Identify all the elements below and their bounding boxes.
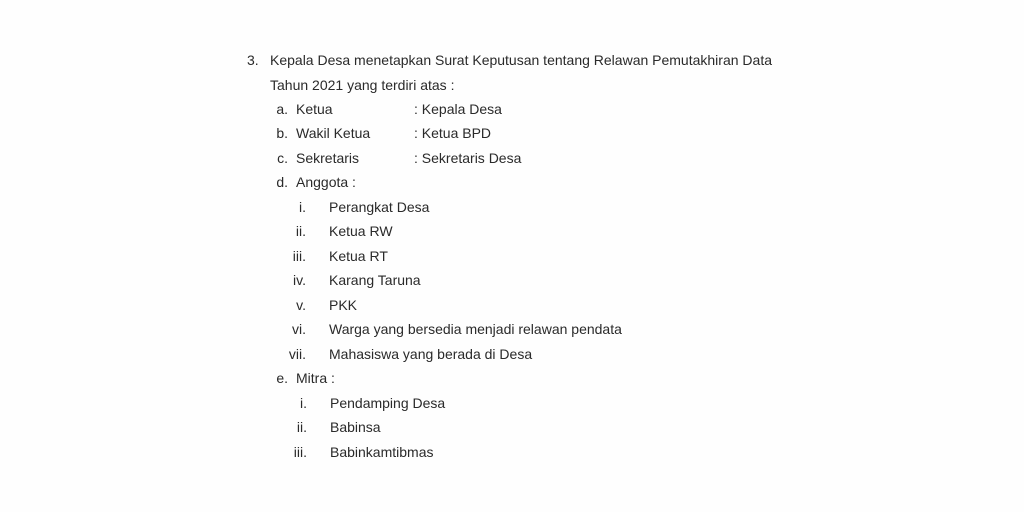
anggota-item-marker: vi. [292, 321, 306, 337]
role-value: : Ketua BPD [414, 125, 492, 141]
anggota-item-text: Mahasiswa yang berada di Desa [329, 346, 533, 362]
anggota-item-marker: vii. [288, 346, 306, 362]
role-label: Ketua [296, 101, 333, 117]
role-value: : Sekretaris Desa [414, 150, 522, 166]
mitra-item-text: Pendamping Desa [330, 395, 446, 411]
anggota-item-marker: i. [299, 199, 306, 215]
mitra-item-text: Babinkamtibmas [330, 444, 434, 460]
anggota-item-text: Perangkat Desa [329, 199, 430, 215]
anggota-item-text: Ketua RT [329, 248, 388, 264]
anggota-item-text: Karang Taruna [329, 272, 421, 288]
anggota-marker: d. [276, 174, 288, 190]
item-text-line-2: Tahun 2021 yang terdiri atas : [270, 77, 455, 93]
anggota-item-marker: iv. [293, 272, 306, 288]
role-label: Wakil Ketua [296, 125, 371, 141]
role-marker: c. [277, 150, 288, 166]
anggota-item-marker: iii. [292, 248, 306, 264]
role-marker: b. [276, 125, 288, 141]
mitra-item-marker: i. [300, 395, 307, 411]
anggota-item-text: Ketua RW [329, 223, 393, 239]
role-marker: a. [276, 101, 288, 117]
anggota-item-text: PKK [329, 297, 358, 313]
anggota-label: Anggota : [296, 174, 356, 190]
mitra-marker: e. [276, 370, 288, 386]
item-number: 3. [247, 52, 259, 68]
item-text-line-1: Kepala Desa menetapkan Surat Keputusan tentang Relawan Pemutakhiran Data [270, 52, 772, 68]
anggota-item-marker: ii. [295, 223, 306, 239]
role-label: Sekretaris [296, 150, 360, 166]
mitra-item-marker: ii. [296, 419, 307, 435]
mitra-item-text: Babinsa [330, 419, 381, 435]
anggota-item-marker: v. [296, 297, 306, 313]
anggota-item-text: Warga yang bersedia menjadi relawan pendata [329, 321, 622, 337]
mitra-label: Mitra : [296, 370, 335, 386]
mitra-item-marker: iii. [293, 444, 307, 460]
role-value: : Kepala Desa [414, 101, 502, 117]
